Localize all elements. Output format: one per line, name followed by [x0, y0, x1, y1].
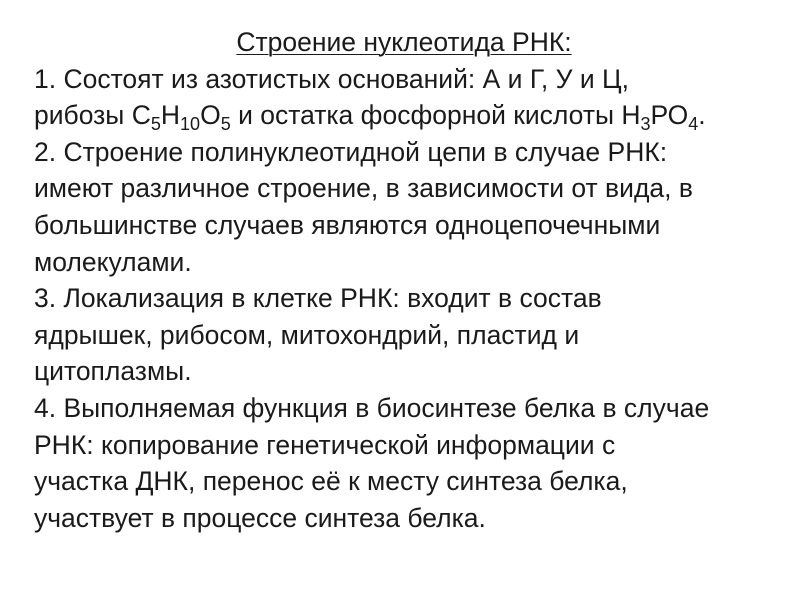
- text-line-13: участвует в процессе синтеза белка.: [34, 502, 486, 533]
- slide-title: Строение нуклеотида РНК:: [236, 27, 572, 57]
- text-line-1: 1. Состоят из азотистых оснований: А и Г, У и Ц,: [34, 63, 629, 94]
- text-line-4: имеют различное строение, в зависимости от вида, в: [34, 173, 693, 204]
- text-line-12: участка ДНК, перенос её к месту синтеза белка,: [34, 466, 628, 497]
- text-line-11: РНК: копирование генетической информации с: [34, 429, 616, 460]
- formula-text: О: [200, 100, 221, 131]
- formula-subscript: 10: [180, 113, 201, 134]
- formula-subscript: 3: [640, 113, 651, 134]
- text-line-formula: [34, 97, 774, 134]
- text-line-9: цитоплазмы.: [34, 356, 192, 387]
- text-line-7: 3. Локализация в клетке РНК: входит в состав: [34, 283, 602, 314]
- formula-text: и остатка фосфорной кислоты Н: [230, 100, 641, 131]
- text-line-3: 2. Строение полинуклеотидной цепи в случае РНК:: [34, 136, 668, 167]
- formula-subscript: 4: [688, 113, 699, 134]
- formula-text: рибозы С: [34, 100, 151, 131]
- text-line-10: 4. Выполняемая функция в биосинтезе белка в случае: [34, 392, 710, 423]
- text-line-8: ядрышек, рибосом, митохондрий, пластид и: [34, 319, 580, 350]
- text-line-5: большинстве случаев являются одноцепочечными: [34, 209, 661, 240]
- formula-subscript: 5: [220, 113, 231, 134]
- formula-text: .: [698, 100, 706, 131]
- text-line-6: молекулами.: [34, 246, 192, 277]
- formula-subscript: 5: [150, 113, 161, 134]
- formula-text: Н: [160, 100, 181, 131]
- slide-content: [34, 24, 774, 536]
- formula-text: РО: [650, 100, 689, 131]
